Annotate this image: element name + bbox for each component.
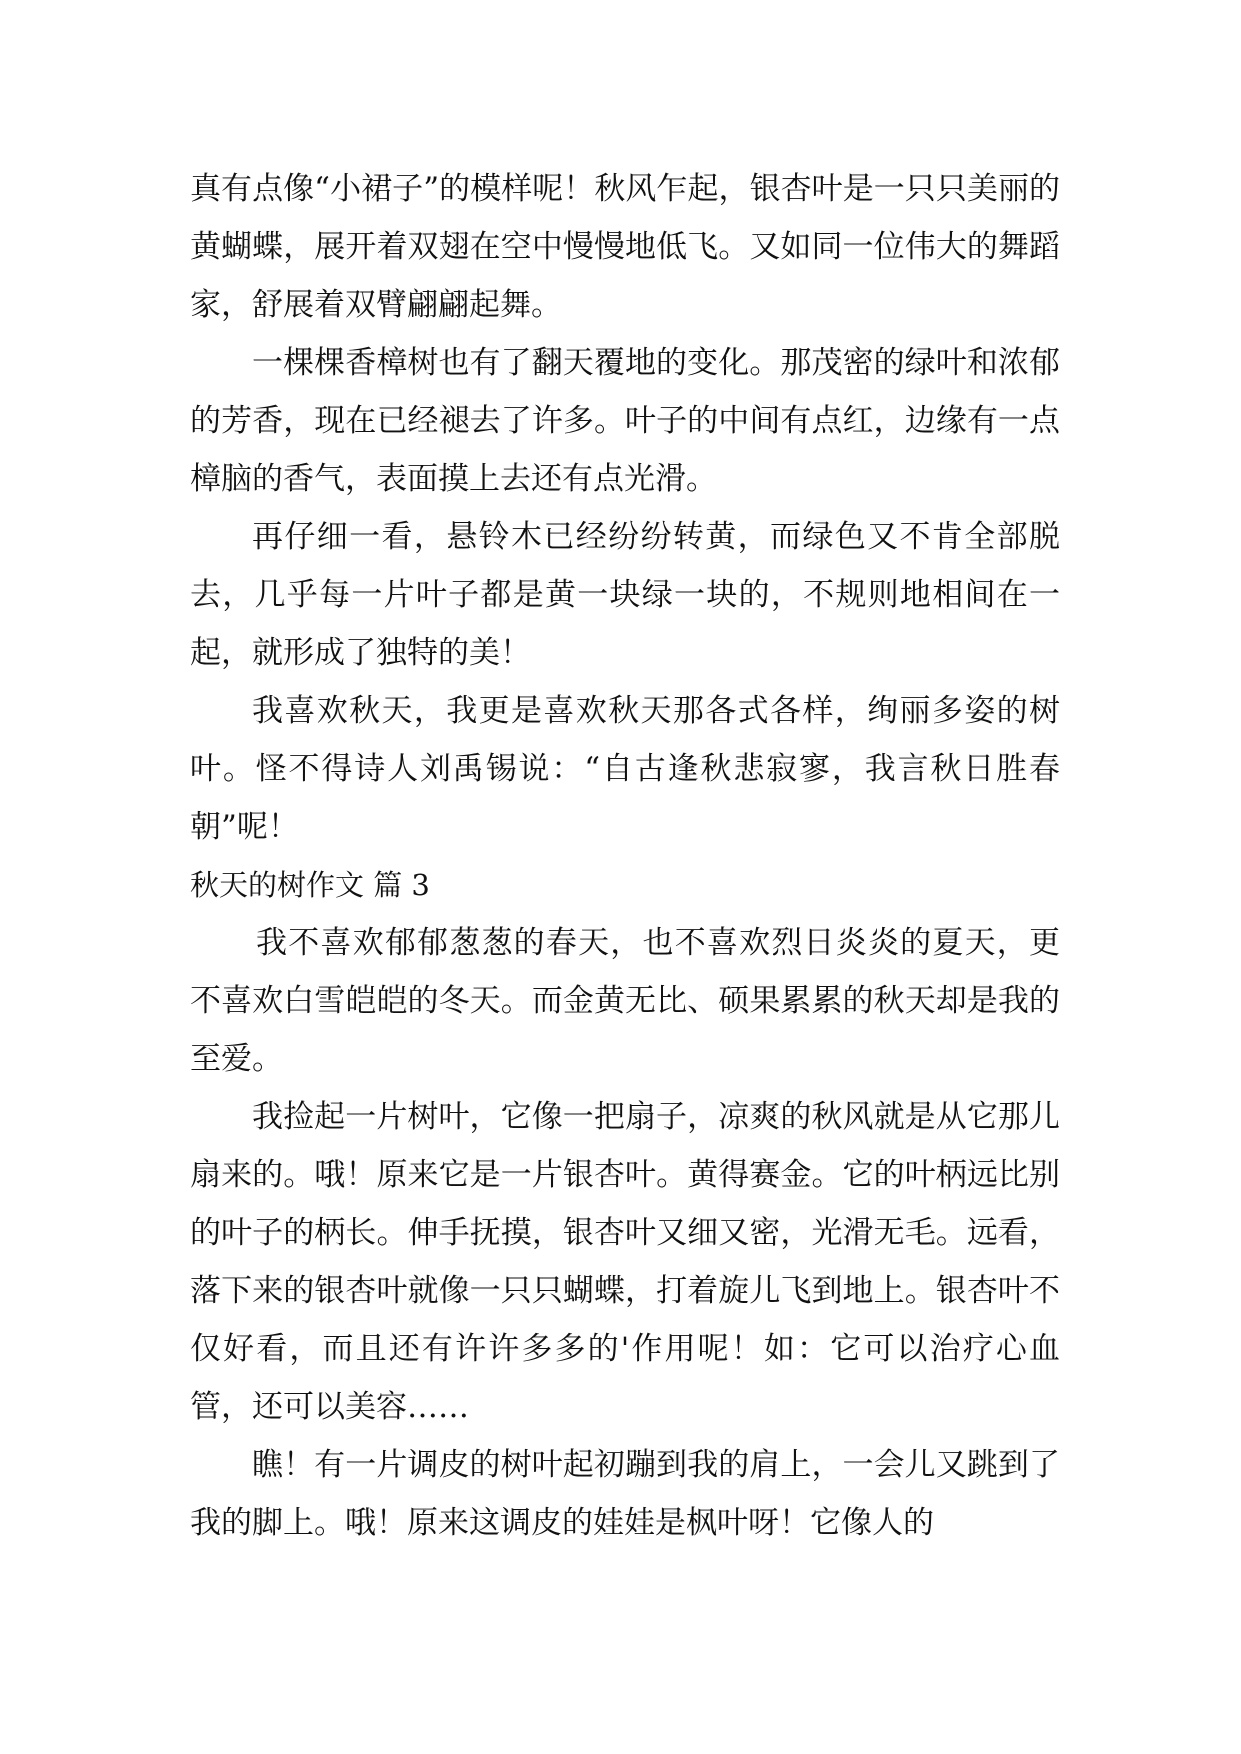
paragraph-ginkgo-leaf: 我捡起一片树叶，它像一把扇子，凉爽的秋风就是从它那儿扇来的。哦！原来它是一片银杏叶。黄得赛金。它的叶柄远比别的叶子的柄长。伸手抚摸，银杏叶又细又密，光滑无毛。远看，落下来的银杏叶就像一只只蝴蝶，打着旋儿飞到地上。银杏叶不仅好看，而且还有许许多多的'作用呢！如：它可以治疗心血管，还可以美容…… [190, 1099, 1060, 1425]
paragraph-camphor-tree: 一棵棵香樟树也有了翻天覆地的变化。那茂密的绿叶和浓郁的芳香，现在已经褪去了许多。叶子的中间有点红，边缘有一点樟脑的香气，表面摸上去还有点光滑。 [190, 345, 1060, 497]
paragraph-continued: 真有点像“小裙子”的模样呢！秋风乍起，银杏叶是一只只美丽的黄蝴蝶，展开着双翅在空中慢慢地低飞。又如同一位伟大的舞蹈家，舒展着双臂翩翩起舞。 [190, 171, 1060, 323]
paragraph-plane-tree: 再仔细一看，悬铃木已经纷纷转黄，而绿色又不肯全部脱去，几乎每一片叶子都是黄一块绿一块的，不规则地相间在一起，就形成了独特的美！ [190, 519, 1060, 671]
paragraph-seasons: 我不喜欢郁郁葱葱的春天，也不喜欢烈日炎炎的夏天，更不喜欢白雪皑皑的冬天。而金黄无比、硕果累累的秋天却是我的至爱。 [190, 925, 1060, 1077]
paragraph-love-autumn: 我喜欢秋天，我更是喜欢秋天那各式各样，绚丽多姿的树叶。怪不得诗人刘禹锡说：“自古逢秋悲寂寥，我言秋日胜春朝”呢！ [190, 693, 1060, 845]
paragraph-maple-leaf: 瞧！有一片调皮的树叶起初蹦到我的肩上，一会儿又跳到了我的脚上。哦！原来这调皮的娃娃是枫叶呀！它像人的 [190, 1447, 1060, 1541]
document-body [190, 160, 1060, 1552]
section-title: 秋天的树作文 篇 3 [190, 868, 430, 902]
